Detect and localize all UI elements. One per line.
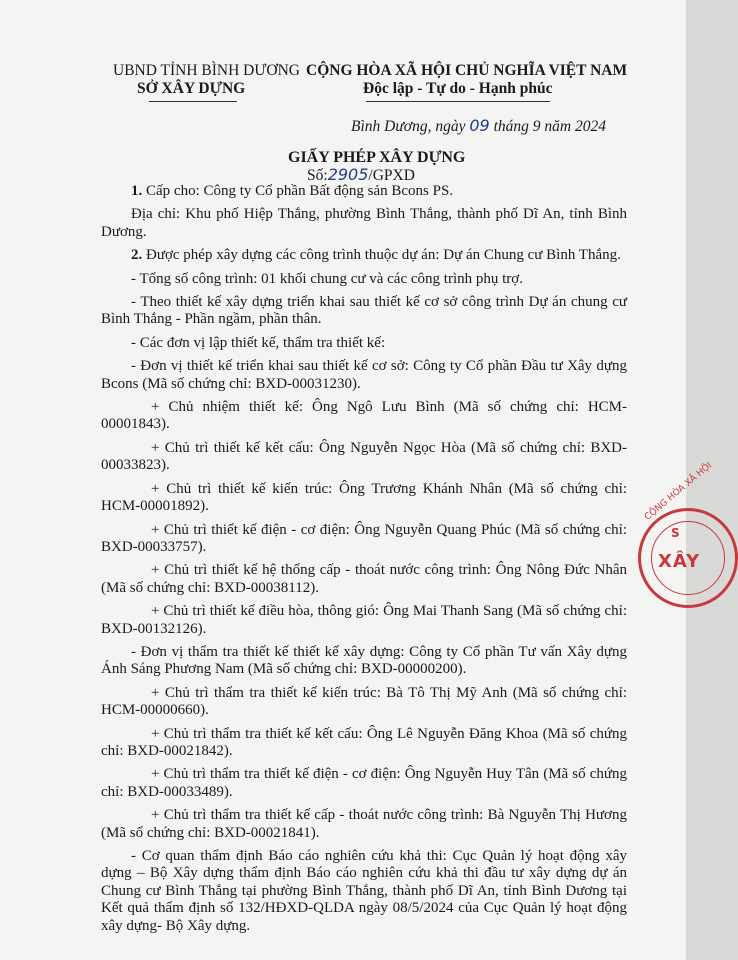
document-title: GIẤY PHÉP XÂY DỰNG: [288, 149, 466, 166]
paragraph-text: - Đơn vị thẩm tra thiết kế thiết kế xây dựng: Công ty Cổ phần Tư vấn Xây dựng Ánh Sáng Phương Nam (Mã số chứng chỉ: BXD-00000200).: [101, 643, 627, 678]
date-day: 09: [469, 116, 490, 135]
paragraph-text: - Các đơn vị lập thiết kế, thẩm tra thiết kế:: [131, 334, 386, 351]
national-title: CỘNG HÒA XÃ HỘI CHỦ NGHĨA VIỆT NAM: [306, 62, 628, 79]
body-paragraph: [101, 271, 627, 288]
document-number: [307, 165, 415, 185]
paragraph-text: + Chủ trì thiết kế hệ thống cấp - thoát nước công trình: Ông Nông Đức Nhân (Mã số chứng chỉ: BXD-00038112).: [101, 562, 627, 596]
paragraph-text: + Chủ nhiệm thiết kế: Ông Ngô Lưu Bình (Mã số chứng chỉ: HCM-00001843).: [101, 399, 627, 433]
body-paragraph: [101, 481, 627, 516]
number-prefix: Số:: [307, 167, 328, 184]
paragraph-text: + Chủ trì thiết kế điện - cơ điện: Ông Nguyễn Quang Phúc (Mã số chứng chỉ: BXD-00033757).: [101, 521, 627, 555]
seal-center-text: XÂY: [658, 551, 701, 572]
body-paragraph: [101, 644, 627, 679]
paragraph-text: - Tổng số công trình: 01 khối chung cư và các công trình phụ trợ.: [131, 270, 523, 287]
body-paragraph: [101, 206, 627, 241]
body-paragraph: [101, 247, 627, 264]
national-motto: Độc lập - Tự do - Hạnh phúc: [363, 80, 553, 97]
date-year-label: năm: [544, 118, 572, 135]
body-paragraph: [101, 726, 627, 761]
motto-underline: [366, 101, 550, 102]
paragraph-text: Cấp cho: Công ty Cổ phần Bất động sản Bcons PS.: [142, 183, 454, 199]
body-paragraph: [101, 766, 627, 801]
body-paragraph: [101, 848, 627, 935]
paragraph-text: + Chủ trì thiết kế điều hòa, thông gió: Ông Mai Thanh Sang (Mã số chứng chỉ: BXD-00132126).: [101, 603, 627, 637]
date-prefix: Bình Dương, ngày: [351, 118, 466, 135]
number-suffix: /GPXD: [368, 167, 415, 184]
section-number: 1.: [131, 183, 143, 199]
document-body: [101, 183, 627, 941]
paragraph-text: - Theo thiết kế xây dựng triển khai sau thiết kế cơ sở công trình Dự án chung cư Bình Thắng - Phần ngầm, phần thân.: [101, 294, 627, 328]
body-paragraph: [101, 358, 627, 393]
seal-ring-text: CỘNG HÒA XÃ HỘI: [643, 460, 715, 523]
body-paragraph: [101, 294, 627, 329]
body-paragraph: [101, 399, 627, 434]
paragraph-text: + Chủ trì thiết kế kiến trúc: Ông Trương Khánh Nhân (Mã số chứng chỉ: HCM-00001892).: [101, 480, 627, 515]
department-underline: [149, 101, 237, 102]
seal-letter: S: [671, 526, 680, 540]
date-year: 2024: [574, 118, 606, 135]
paragraph-text: + Chủ trì thẩm tra thiết kế kết cấu: Ông Lê Nguyễn Đăng Khoa (Mã số chứng chỉ: BXD-00021842).: [101, 725, 627, 759]
paragraph-text: + Chủ trì thẩm tra thiết kế điện - cơ điện: Ông Nguyễn Huy Tân (Mã số chứng chỉ: BXD-00033489).: [101, 766, 627, 800]
issue-date: [351, 116, 606, 136]
issuing-department: SỞ XÂY DỰNG: [137, 80, 246, 97]
body-paragraph: [101, 522, 627, 557]
body-paragraph: [101, 603, 627, 638]
body-paragraph: [101, 335, 627, 352]
paragraph-text: - Cơ quan thẩm định Báo cáo nghiên cứu khả thi: Cục Quản lý hoạt động xây dựng – Bộ Xây dựng thẩm định Báo cáo nghiên cứu khả thi đầu tư xây dựng dự án Chung cư Bình Thắng tại phường Bình Thắng, thành phố Dĩ An, tỉnh Bình Dương tại Kết quả thẩm định số 132/HĐXD-QLDA ngày 08/5/2024 của Cục Quản lý hoạt động xây dựng- Bộ Xây dựng.: [101, 848, 627, 934]
paragraph-text: Được phép xây dựng các công trình thuộc dự án: Dự án Chung cư Bình Thắng.: [142, 247, 621, 264]
body-paragraph: [101, 807, 627, 842]
red-seal-stamp: [638, 460, 738, 608]
body-paragraph: [101, 183, 627, 200]
date-month-label: tháng: [493, 118, 529, 135]
paragraph-text: + Chủ trì thẩm tra thiết kế cấp - thoát nước công trình: Bà Nguyễn Thị Hương (Mã số chứng chỉ: BXD-00021841).: [101, 807, 627, 841]
body-paragraph: [101, 440, 627, 475]
body-paragraph: [101, 685, 627, 720]
section-number: 2.: [131, 247, 143, 264]
issuing-authority: UBND TỈNH BÌNH DƯƠNG: [113, 62, 300, 79]
date-month: 9: [532, 118, 541, 135]
number-value: 2905: [327, 165, 369, 184]
paragraph-text: + Chủ trì thiết kế kết cấu: Ông Nguyễn Ngọc Hòa (Mã số chứng chỉ: BXD-00033823).: [101, 439, 627, 474]
paragraph-text: - Đơn vị thiết kế triển khai sau thiết kế cơ sở: Công ty Cổ phần Đầu tư Xây dựng Bcons (Mã số chứng chỉ: BXD-00031230).: [101, 358, 627, 392]
body-paragraph: [101, 562, 627, 597]
paragraph-text: Địa chỉ: Khu phố Hiệp Thắng, phường Bình Thắng, thành phố Dĩ An, tỉnh Bình Dương.: [101, 206, 627, 240]
paragraph-text: + Chủ trì thẩm tra thiết kế kiến trúc: Bà Tô Thị Mỹ Anh (Mã số chứng chỉ: HCM-00000660).: [101, 684, 627, 719]
